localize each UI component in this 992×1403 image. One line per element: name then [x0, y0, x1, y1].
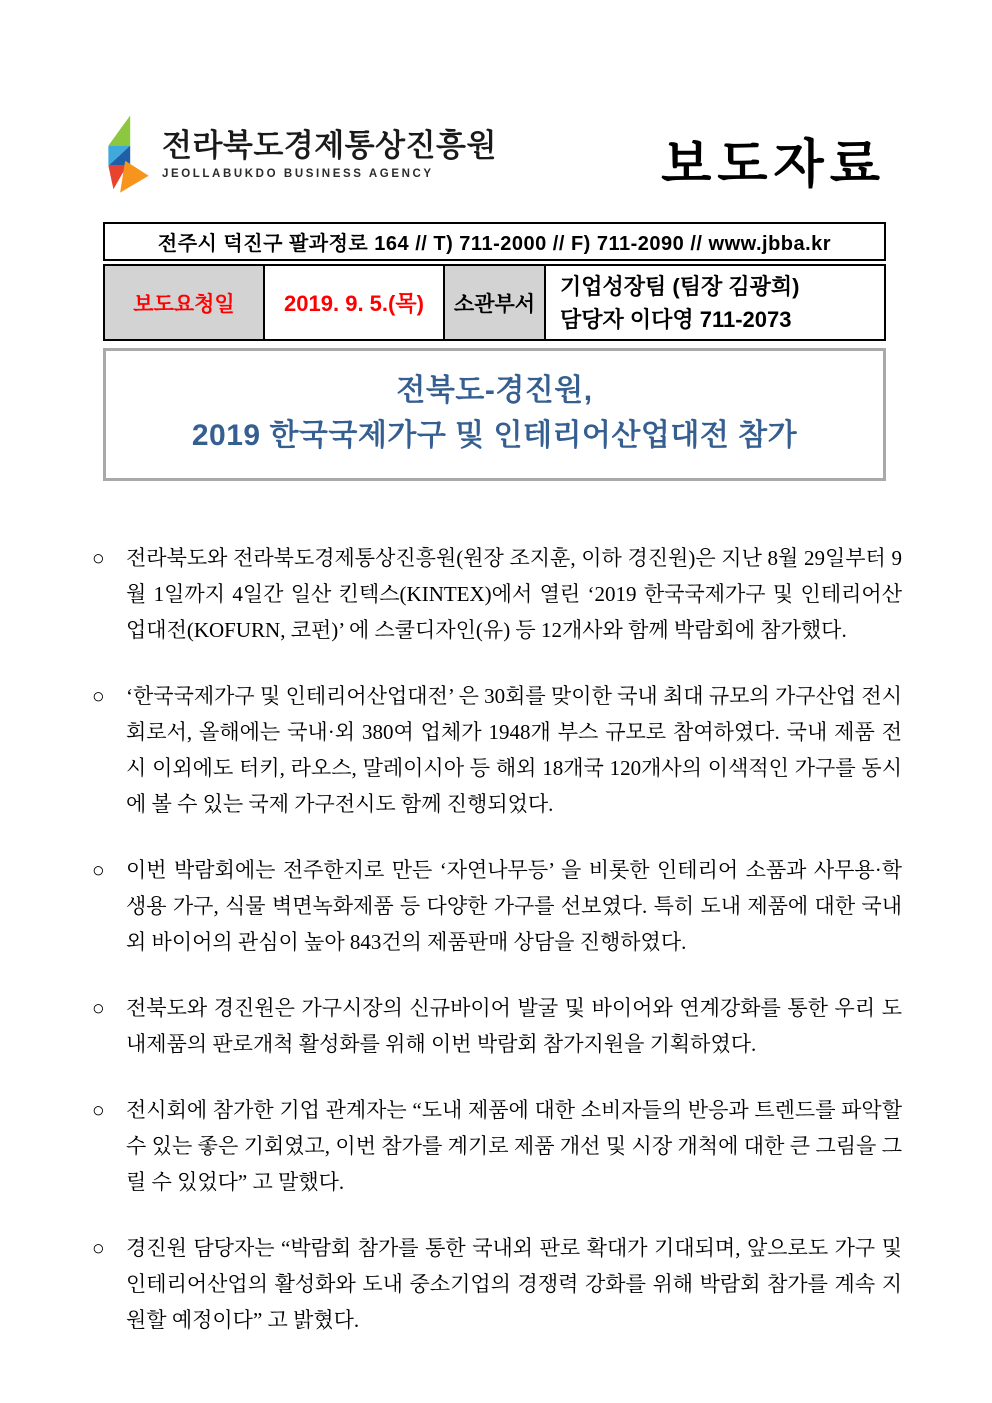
agency-name-english: JEOLLABUKDO BUSINESS AGENCY: [162, 168, 434, 180]
department-value-cell: [546, 266, 884, 339]
agency-name-block: [162, 128, 497, 180]
paragraph-bullet: ○: [92, 996, 105, 1020]
request-date-value-cell: 2019. 9. 5.(목): [265, 266, 445, 339]
paragraph-bullet: ○: [92, 858, 105, 882]
paragraph-text: ‘한국국제가구 및 인테리어산업대전’ 은 30회를 맞이한 국내 최대 규모의 가구산업 전시회로서, 올해에는 국내·외 380여 업체가 1948개 부스 규모로 참여하였다. 국내 제품 전시 이외에도 터키, 라오스, 말레이시아 등 해외 18개국 120개사의 이색적인 가구를 동시에 볼 수 있는 국제 가구전시도 함께 진행되었다.: [126, 684, 902, 816]
press-title-line-1: 전북도-경진원,: [396, 374, 593, 407]
jbba-logo-icon: [100, 106, 152, 202]
press-info-table: [103, 264, 886, 341]
body-paragraph-1: [92, 540, 902, 648]
request-date-label-cell: 보도요청일: [105, 266, 265, 339]
body-paragraph-3: [92, 852, 902, 960]
paragraph-bullet: ○: [92, 1236, 105, 1260]
header: [100, 106, 886, 202]
paragraph-text: 전라북도와 전라북도경제통상진흥원(원장 조지훈, 이하 경진원)은 지난 8월 29일부터 9월 1일까지 4일간 일산 킨텍스(KINTEX)에서 열린 ‘2019 한국국제가구 및 인테리어산업대전(KOFURN, 코펀)’ 에 스쿨디자인(유) 등 12개사와 함께 박람회에 참가했다.: [126, 546, 902, 642]
paragraph-text: 경진원 담당자는 “박람회 참가를 통한 국내외 판로 확대가 기대되며, 앞으로도 가구 및 인테리어산업의 활성화와 도내 중소기업의 경쟁력 강화를 위해 박람회 참가를 계속 지원할 예정이다” 고 밝혔다.: [126, 1236, 902, 1332]
agency-name-korean: 전라북도경제통상진흥원: [162, 128, 497, 163]
press-body: [92, 540, 902, 1368]
department-label-cell: 소관부서: [445, 266, 546, 339]
paragraph-text: 전시회에 참가한 기업 관계자는 “도내 제품에 대한 소비자들의 반응과 트렌드를 파악할 수 있는 좋은 기회였고, 이번 참가를 계기로 제품 개선 및 시장 개척에 대한 큰 그림을 그릴 수 있었다” 고 말했다.: [126, 1098, 902, 1194]
document-type-title: 보도자료: [661, 135, 886, 194]
press-title-line-2: 2019 한국국제가구 및 인테리어산업대전 참가: [191, 419, 798, 452]
paragraph-bullet: ○: [92, 1098, 105, 1122]
body-paragraph-2: [92, 678, 902, 822]
body-paragraph-4: [92, 990, 902, 1062]
body-paragraph-5: [92, 1092, 902, 1200]
agency-logo: [100, 106, 497, 202]
press-title-box: [103, 348, 886, 481]
paragraph-bullet: ○: [92, 546, 105, 570]
paragraph-bullet: ○: [92, 684, 105, 708]
department-team-line: 기업성장팀 (팀장 김광희): [560, 273, 800, 299]
contact-address-bar: 전주시 덕진구 팔과정로 164 // T) 711-2000 // F) 711-2090 // www.jbba.kr: [103, 222, 886, 261]
paragraph-text: 이번 박람회에는 전주한지로 만든 ‘자연나무등’ 을 비롯한 인테리어 소품과 사무용·학생용 가구, 식물 벽면녹화제품 등 다양한 가구를 선보였다. 특히 도내 제품에 대한 국내외 바이어의 관심이 높아 843건의 제품판매 상담을 진행하였다.: [126, 858, 902, 954]
department-contact-line: 담당자 이다영 711-2073: [560, 306, 792, 332]
paragraph-text: 전북도와 경진원은 가구시장의 신규바이어 발굴 및 바이어와 연계강화를 통한 우리 도내제품의 판로개척 활성화를 위해 이번 박람회 참가지원을 기획하였다.: [126, 996, 902, 1056]
body-paragraph-6: [92, 1230, 902, 1338]
